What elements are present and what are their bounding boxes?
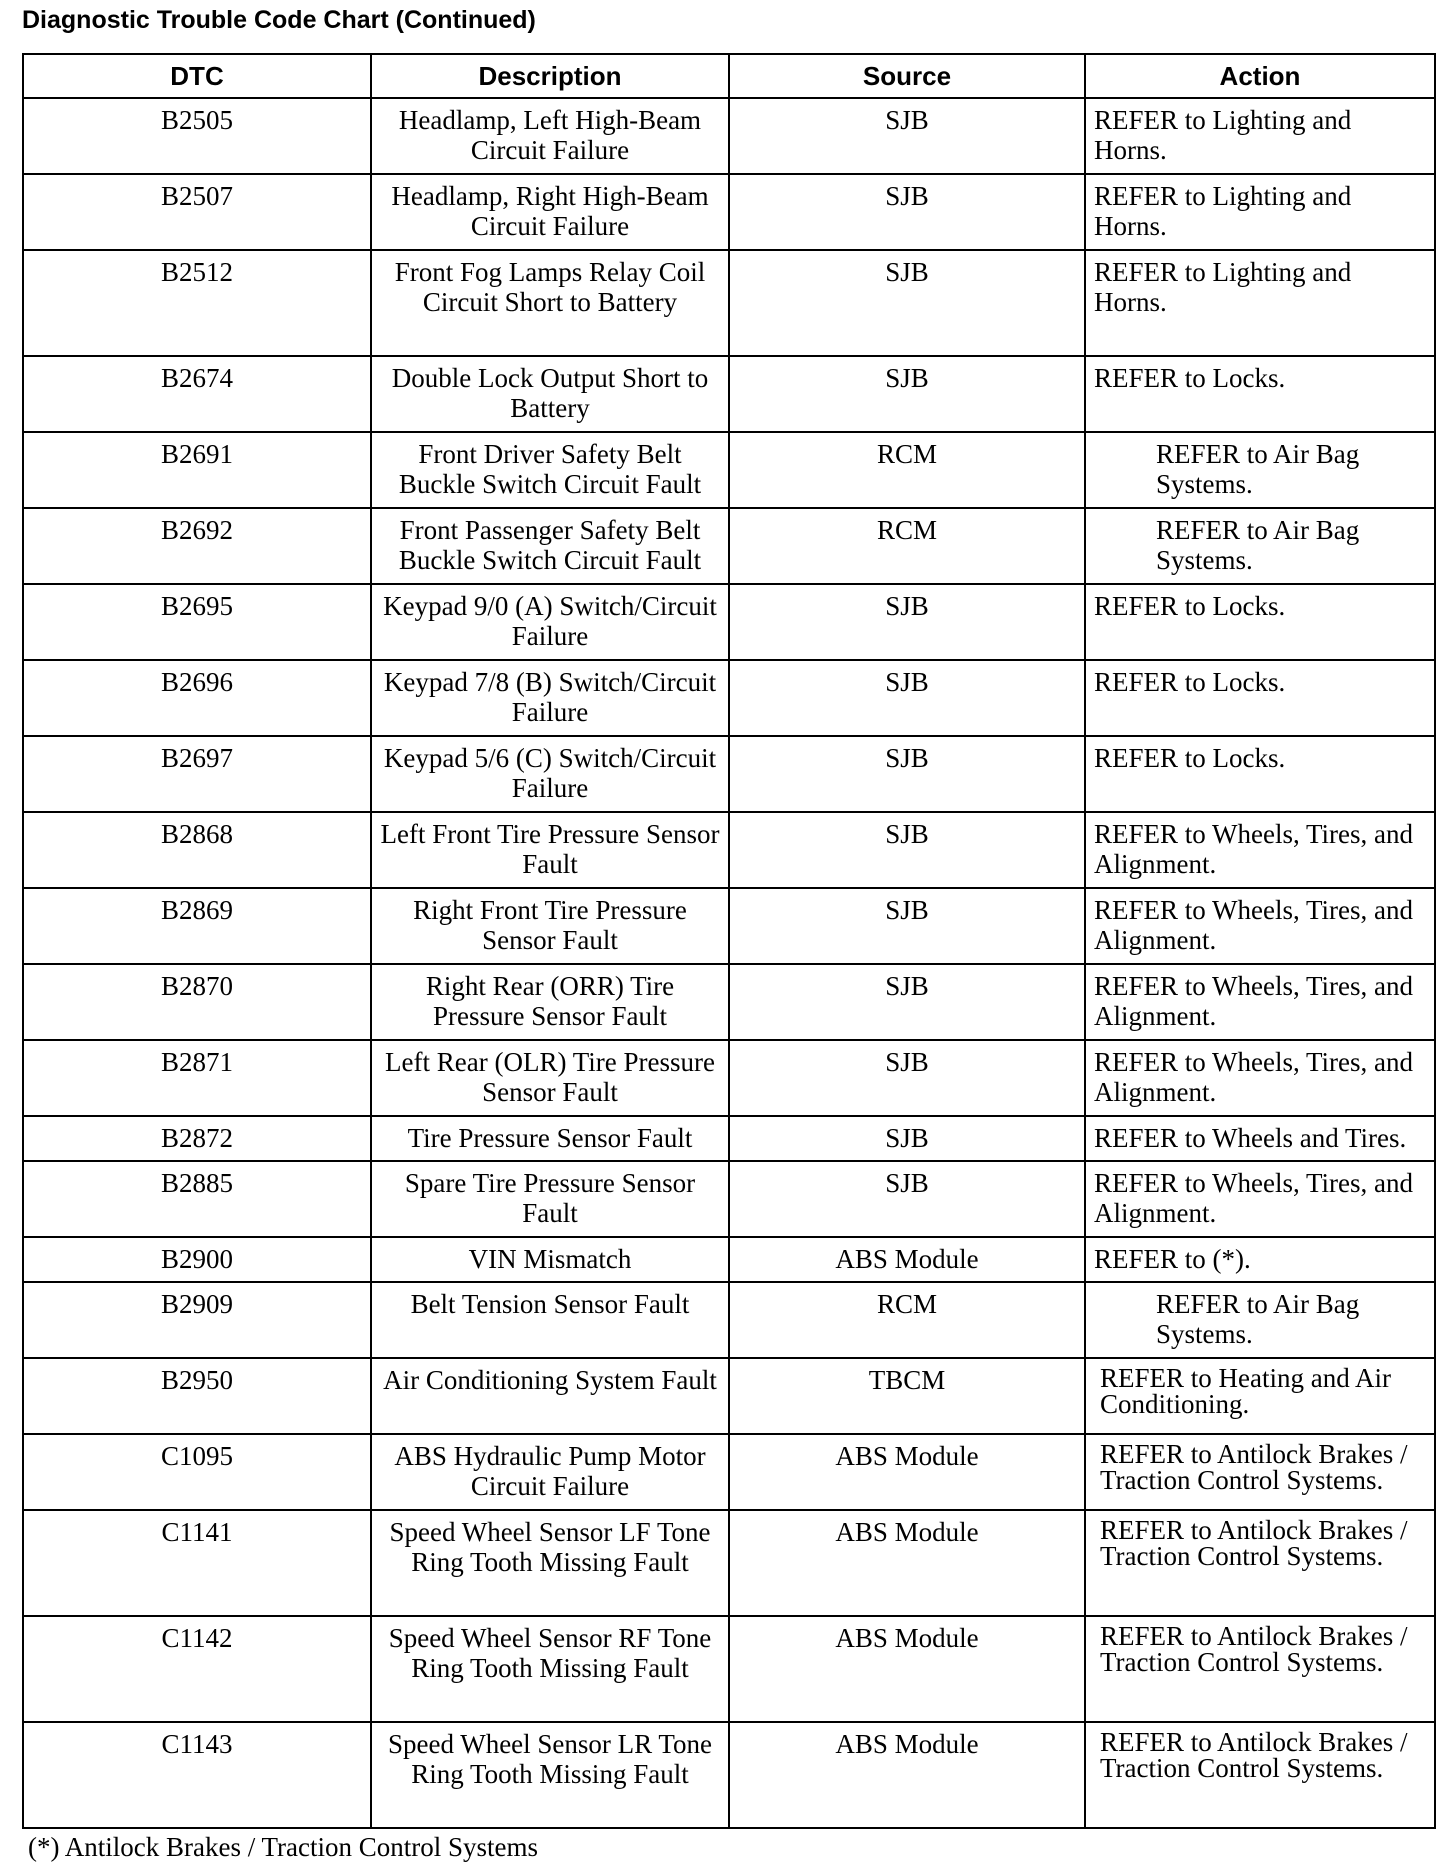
table-row [23,888,1435,964]
dtc-code: B2909 [23,1282,371,1358]
dtc-code: B2512 [23,250,371,356]
dtc-description: VIN Mismatch [371,1237,729,1282]
dtc-code: C1095 [23,1434,371,1510]
table-row [23,1282,1435,1358]
table-row [23,432,1435,508]
dtc-source: ABS Module [729,1616,1085,1722]
dtc-source: SJB [729,174,1085,250]
dtc-code: C1143 [23,1722,371,1828]
footnote: (*) Antilock Brakes / Traction Control Systems [28,1832,538,1862]
dtc-source: SJB [729,1116,1085,1161]
dtc-description: Right Front Tire Pressure Sensor Fault [371,888,729,964]
dtc-description: Spare Tire Pressure Sensor Fault [371,1161,729,1237]
dtc-description: ABS Hydraulic Pump Motor Circuit Failure [371,1434,729,1510]
dtc-description: Air Conditioning System Fault [371,1358,729,1434]
dtc-code: B2695 [23,584,371,660]
dtc-action: REFER to Antilock Brakes / Traction Control Systems. [1085,1434,1435,1510]
dtc-code: B2505 [23,98,371,174]
dtc-source: SJB [729,98,1085,174]
dtc-table [22,53,1436,1829]
column-header-source: Source [729,54,1085,98]
dtc-code: B2696 [23,660,371,736]
page-title: Diagnostic Trouble Code Chart (Continued) [22,6,536,34]
dtc-code: B2950 [23,1358,371,1434]
table-row [23,1358,1435,1434]
column-header-action: Action [1085,54,1435,98]
dtc-action: REFER to Antilock Brakes / Traction Control Systems. [1085,1722,1435,1828]
dtc-description: Double Lock Output Short to Battery [371,356,729,432]
dtc-action: REFER to Wheels and Tires. [1085,1116,1435,1161]
column-header-description: Description [371,54,729,98]
dtc-description: Keypad 7/8 (B) Switch/Circuit Failure [371,660,729,736]
dtc-code: C1141 [23,1510,371,1616]
dtc-description: Front Driver Safety Belt Buckle Switch Circuit Fault [371,432,729,508]
table-row [23,812,1435,888]
dtc-description: Front Passenger Safety Belt Buckle Switch Circuit Fault [371,508,729,584]
dtc-code: B2868 [23,812,371,888]
dtc-action: REFER to Wheels, Tires, and Alignment. [1085,1161,1435,1237]
dtc-code: B2674 [23,356,371,432]
dtc-source: ABS Module [729,1237,1085,1282]
dtc-description: Left Front Tire Pressure Sensor Fault [371,812,729,888]
dtc-source: TBCM [729,1358,1085,1434]
table-row [23,584,1435,660]
dtc-description: Belt Tension Sensor Fault [371,1282,729,1358]
dtc-action: REFER to Air Bag Systems. [1085,508,1435,584]
dtc-description: Right Rear (ORR) Tire Pressure Sensor Fault [371,964,729,1040]
dtc-code: B2691 [23,432,371,508]
dtc-action: REFER to Locks. [1085,660,1435,736]
table-row [23,98,1435,174]
table-header-row [23,54,1435,98]
dtc-code: B2870 [23,964,371,1040]
table-row [23,1237,1435,1282]
dtc-action: REFER to Locks. [1085,736,1435,812]
dtc-source: SJB [729,584,1085,660]
table-row [23,1616,1435,1722]
dtc-code: B2692 [23,508,371,584]
dtc-code: B2900 [23,1237,371,1282]
table-row [23,660,1435,736]
dtc-action: REFER to Air Bag Systems. [1085,432,1435,508]
dtc-source: ABS Module [729,1510,1085,1616]
dtc-action: REFER to Locks. [1085,356,1435,432]
dtc-source: SJB [729,356,1085,432]
table-row [23,250,1435,356]
dtc-description: Speed Wheel Sensor RF Tone Ring Tooth Missing Fault [371,1616,729,1722]
dtc-source: SJB [729,888,1085,964]
table-row [23,1040,1435,1116]
dtc-description: Speed Wheel Sensor LR Tone Ring Tooth Missing Fault [371,1722,729,1828]
dtc-source: SJB [729,660,1085,736]
table-row [23,1116,1435,1161]
dtc-description: Speed Wheel Sensor LF Tone Ring Tooth Missing Fault [371,1510,729,1616]
dtc-code: B2697 [23,736,371,812]
dtc-description: Headlamp, Left High-Beam Circuit Failure [371,98,729,174]
table-row [23,356,1435,432]
dtc-action: REFER to (*). [1085,1237,1435,1282]
dtc-description: Tire Pressure Sensor Fault [371,1116,729,1161]
dtc-description: Keypad 5/6 (C) Switch/Circuit Failure [371,736,729,812]
dtc-code: C1142 [23,1616,371,1722]
column-header-dtc: DTC [23,54,371,98]
dtc-source: SJB [729,1040,1085,1116]
dtc-action: REFER to Locks. [1085,584,1435,660]
dtc-code: B2885 [23,1161,371,1237]
dtc-action: REFER to Wheels, Tires, and Alignment. [1085,812,1435,888]
dtc-code: B2507 [23,174,371,250]
dtc-description: Left Rear (OLR) Tire Pressure Sensor Fault [371,1040,729,1116]
dtc-source: RCM [729,1282,1085,1358]
table-row [23,508,1435,584]
dtc-source: ABS Module [729,1722,1085,1828]
dtc-action: REFER to Wheels, Tires, and Alignment. [1085,888,1435,964]
dtc-action: REFER to Antilock Brakes / Traction Control Systems. [1085,1616,1435,1722]
dtc-description: Keypad 9/0 (A) Switch/Circuit Failure [371,584,729,660]
table-row [23,736,1435,812]
table-row [23,1510,1435,1616]
dtc-code: B2872 [23,1116,371,1161]
dtc-source: SJB [729,812,1085,888]
dtc-action: REFER to Wheels, Tires, and Alignment. [1085,1040,1435,1116]
table-row [23,1434,1435,1510]
dtc-action: REFER to Lighting and Horns. [1085,174,1435,250]
dtc-source: ABS Module [729,1434,1085,1510]
dtc-source: RCM [729,432,1085,508]
dtc-action: REFER to Lighting and Horns. [1085,250,1435,356]
dtc-source: SJB [729,964,1085,1040]
table-row [23,1161,1435,1237]
dtc-description: Front Fog Lamps Relay Coil Circuit Short to Battery [371,250,729,356]
dtc-action: REFER to Antilock Brakes / Traction Control Systems. [1085,1510,1435,1616]
table-row [23,964,1435,1040]
dtc-action: REFER to Heating and Air Conditioning. [1085,1358,1435,1434]
dtc-action: REFER to Wheels, Tires, and Alignment. [1085,964,1435,1040]
dtc-code: B2871 [23,1040,371,1116]
dtc-source: RCM [729,508,1085,584]
dtc-source: SJB [729,250,1085,356]
dtc-source: SJB [729,1161,1085,1237]
table-row [23,174,1435,250]
table-row [23,1722,1435,1828]
dtc-action: REFER to Air Bag Systems. [1085,1282,1435,1358]
dtc-code: B2869 [23,888,371,964]
dtc-description: Headlamp, Right High-Beam Circuit Failure [371,174,729,250]
dtc-source: SJB [729,736,1085,812]
dtc-action: REFER to Lighting and Horns. [1085,98,1435,174]
